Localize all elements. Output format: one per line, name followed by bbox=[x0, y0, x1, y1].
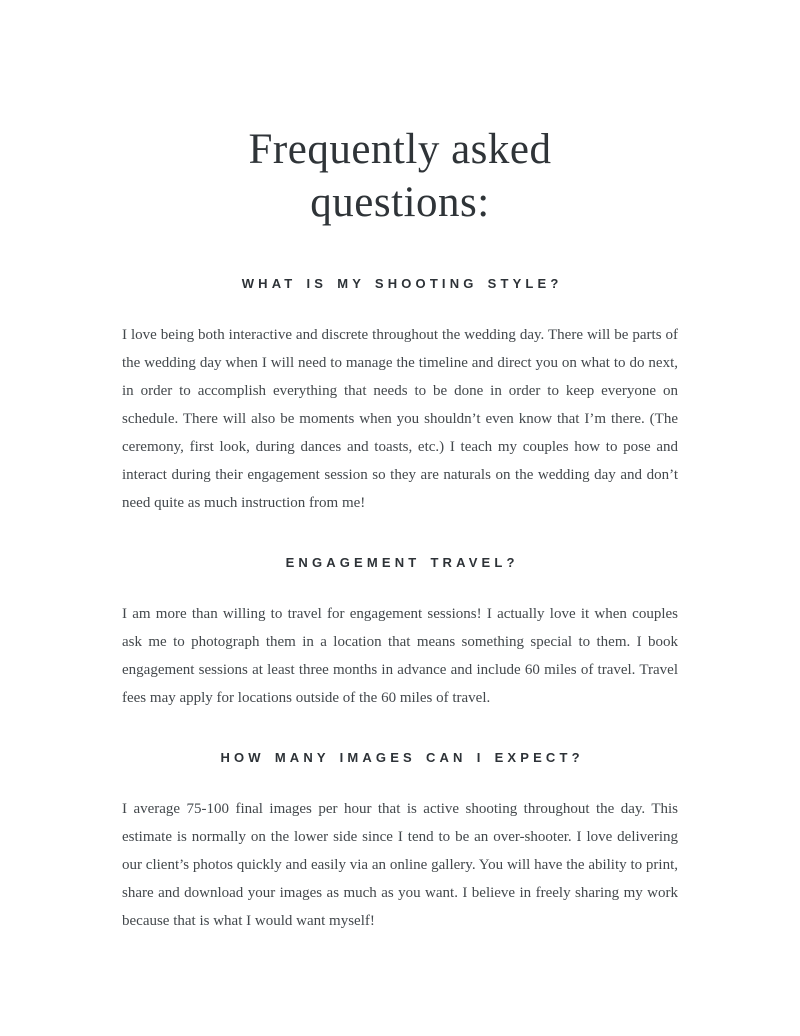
faq-page bbox=[122, 0, 678, 935]
section-heading-engagement-travel: ENGAGEMENT TRAVEL? bbox=[285, 554, 519, 570]
section-paragraph-engagement-travel: I am more than willing to travel for engagement sessions! I actually love it when couples ask me to photograph them in a location that means something special to them. I book engagement sessions at least three months in advance and include 60 miles of travel. Travel fees may apply for locations outside of the 60 miles of travel. bbox=[122, 605, 678, 706]
page-title-line-1: Frequently asked bbox=[248, 126, 552, 173]
faq-section-image-count bbox=[122, 750, 678, 935]
page-title bbox=[122, 124, 678, 230]
page-title-line-2: questions: bbox=[310, 178, 490, 226]
section-paragraph-shooting-style: I love being both interactive and discrete throughout the wedding day. There will be parts of the wedding day when I will need to manage the timeline and direct you on what to do next, in order to accomplish everything that needs to be done in order to keep everyone on schedule. There will also be moments when you shouldn’t even know that I’m there. (The ceremony, first look, during dances and toasts, etc.) I teach my couples how to pose and interact during their engagement session so they are naturals on the wedding day and don’t need quite as much instruction from me! bbox=[122, 326, 678, 511]
section-heading-shooting-style: WHAT IS MY SHOOTING STYLE? bbox=[241, 275, 563, 291]
faq-section-engagement-travel bbox=[122, 555, 678, 712]
section-paragraph-image-count: I average 75-100 final images per hour that is active shooting throughout the day. This estimate is normally on the lower side since I tend to be an over-shooter. I love delivering our client’s photos quickly and easily via an online gallery. You will have the ability to print, share and download your images as much as you want. I believe in freely sharing my work because that is what I would want myself! bbox=[122, 800, 678, 929]
faq-section-shooting-style bbox=[122, 276, 678, 517]
section-heading-image-count: HOW MANY IMAGES CAN I EXPECT? bbox=[220, 749, 584, 765]
